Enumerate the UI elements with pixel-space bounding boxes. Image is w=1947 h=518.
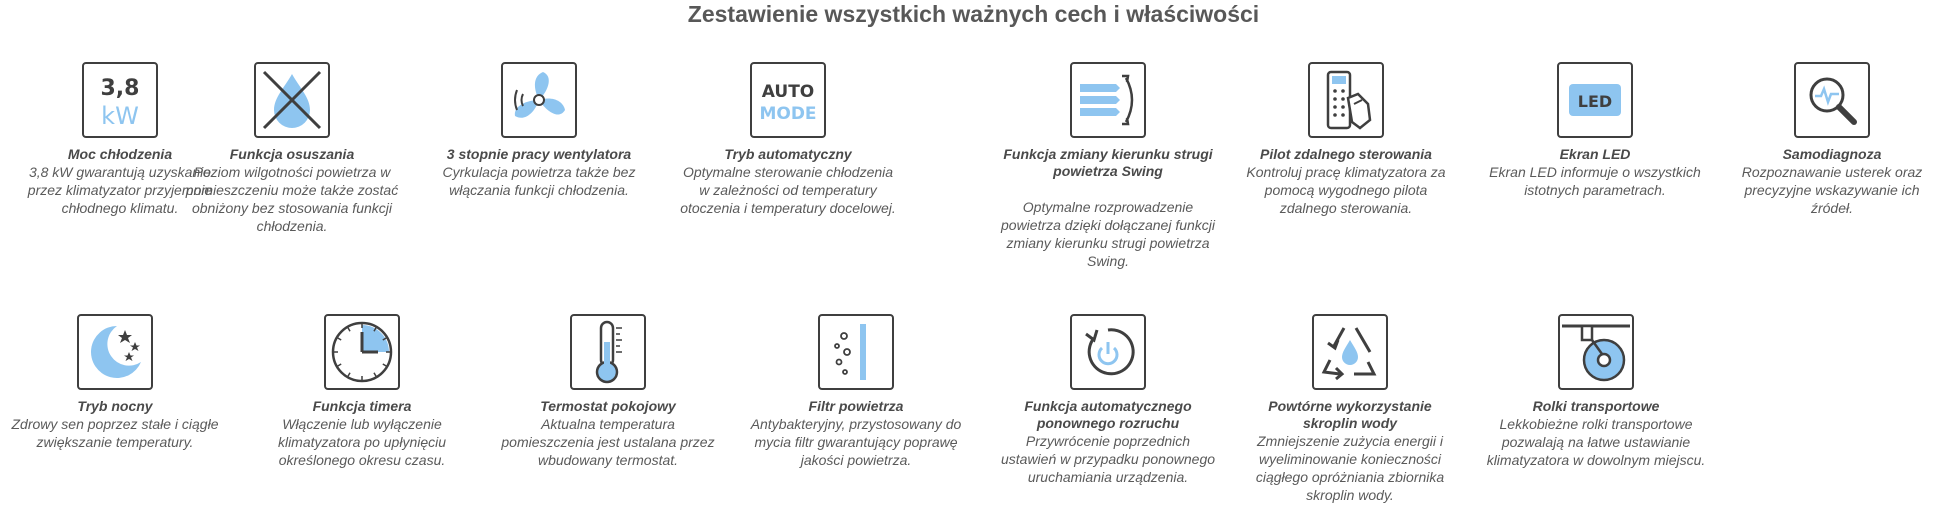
feature-title: Funkcja osuszania	[229, 146, 355, 162]
feature-description: 3,8 kW gwarantują uzyskanie przez klimatyzator przyjemnie chłodnego klimatu.	[27, 164, 213, 216]
remote-control-icon	[1308, 62, 1384, 138]
feature-self-diagnosis	[1722, 62, 1942, 217]
wheels-icon	[1558, 314, 1634, 390]
feature-auto-mode	[678, 62, 898, 217]
svg-text:AUTO: AUTO	[761, 82, 815, 102]
feature-title: Termostat pokojowy	[540, 398, 676, 414]
feature-description: Włączenie lub wyłączenie klimatyzatora po upłynięciu określonego okresu czasu.	[277, 416, 447, 468]
feature-title: Samodiagnoza	[1782, 146, 1882, 162]
feature-water-recycle	[1240, 314, 1460, 504]
power-icon	[82, 62, 158, 138]
dehumidify-icon	[254, 62, 330, 138]
feature-description: Przywrócenie poprzednich ustawień w przypadku ponownego uruchamiania urządzenia.	[1000, 433, 1216, 485]
feature-swing	[993, 62, 1223, 270]
feature-description: Rozpoznawanie usterek oraz precyzyjne wskazywanie ich źródeł.	[1741, 164, 1923, 216]
feature-title: 3 stopnie pracy wentylatora	[446, 146, 632, 162]
thermostat-icon	[570, 314, 646, 390]
feature-description: Kontroluj pracę klimatyzatora za pomocą wygodnego pilota zdalnego sterowania.	[1246, 164, 1446, 216]
feature-title: Moc chłodzenia	[67, 146, 173, 162]
feature-fan-speeds	[429, 62, 649, 199]
feature-description: Aktualna temperatura pomieszczenia jest ustalana przez wbudowany termostat.	[501, 416, 715, 468]
feature-description: Optymalne rozprowadzenie powietrza dzięki dołączanej funkcji zmiany kierunku strugi powietrza Swing.	[1001, 199, 1215, 269]
feature-description: Zmniejszenie zużycia energii i wyeliminowanie konieczności ciągłego opróżniania zbiornika skroplin wody.	[1255, 433, 1445, 503]
air-filter-icon	[818, 314, 894, 390]
self-diagnosis-icon	[1794, 62, 1870, 138]
feature-transport-wheels	[1486, 314, 1706, 469]
timer-icon	[324, 314, 400, 390]
svg-text:MODE: MODE	[759, 104, 817, 124]
water-recycle-icon	[1312, 314, 1388, 390]
feature-auto-restart	[998, 314, 1218, 486]
feature-title: Tryb nocny	[77, 398, 153, 414]
feature-description: Cyrkulacja powietrza także bez włączania funkcji chłodzenia.	[442, 164, 636, 198]
feature-led-screen	[1485, 62, 1705, 199]
feature-description: Ekran LED informuje o wszystkich istotnych parametrach.	[1489, 164, 1701, 198]
feature-title: Funkcja timera	[312, 398, 412, 414]
feature-timer	[252, 314, 472, 469]
auto-mode-icon	[750, 62, 826, 138]
feature-thermostat	[498, 314, 718, 469]
feature-title: Funkcja zmiany kierunku strugi powietrza Swing	[1003, 146, 1213, 179]
feature-title: Ekran LED	[1559, 146, 1631, 162]
svg-text:kW: kW	[101, 102, 139, 130]
feature-air-filter	[746, 314, 966, 469]
swing-icon	[1070, 62, 1146, 138]
svg-text:3,8: 3,8	[100, 76, 140, 101]
feature-description: Zdrowy sen poprzez stałe i ciągłe zwiększanie temperatury.	[11, 416, 219, 450]
night-mode-icon	[77, 314, 153, 390]
fan-icon	[501, 62, 577, 138]
feature-description: Lekkobieżne rolki transportowe pozwalają na łatwe ustawianie klimatyzatora w dowolnym miejscu.	[1486, 416, 1706, 468]
feature-dehumidify	[182, 62, 402, 235]
feature-title: Powtórne wykorzystanie skroplin wody	[1268, 398, 1432, 431]
led-screen-icon	[1557, 62, 1633, 138]
feature-title: Funkcja automatycznego ponownego rozruchu	[1024, 398, 1192, 431]
auto-restart-icon	[1070, 314, 1146, 390]
feature-title: Rolki transportowe	[1532, 398, 1660, 414]
page-title: Zestawienie wszystkich ważnych cech i właściwości	[687, 1, 1260, 27]
feature-title: Filtr powietrza	[808, 398, 904, 414]
feature-remote-control	[1236, 62, 1456, 217]
feature-description: Antybakteryjny, przystosowany do mycia filtr gwarantujący poprawę jakości powietrza.	[750, 416, 962, 468]
feature-description: Optymalne sterowanie chłodzenia w zależności od temperatury otoczenia i temperatury docelowej.	[680, 164, 896, 216]
feature-night-mode	[5, 314, 225, 451]
feature-description: Poziom wilgotności powietrza w pomieszczeniu może także zostać obniżony bez stosowania funkcji chłodzenia.	[185, 164, 399, 234]
feature-title: Pilot zdalnego sterowania	[1260, 146, 1432, 162]
feature-title: Tryb automatyczny	[724, 146, 852, 162]
svg-text:LED: LED	[1577, 92, 1613, 111]
